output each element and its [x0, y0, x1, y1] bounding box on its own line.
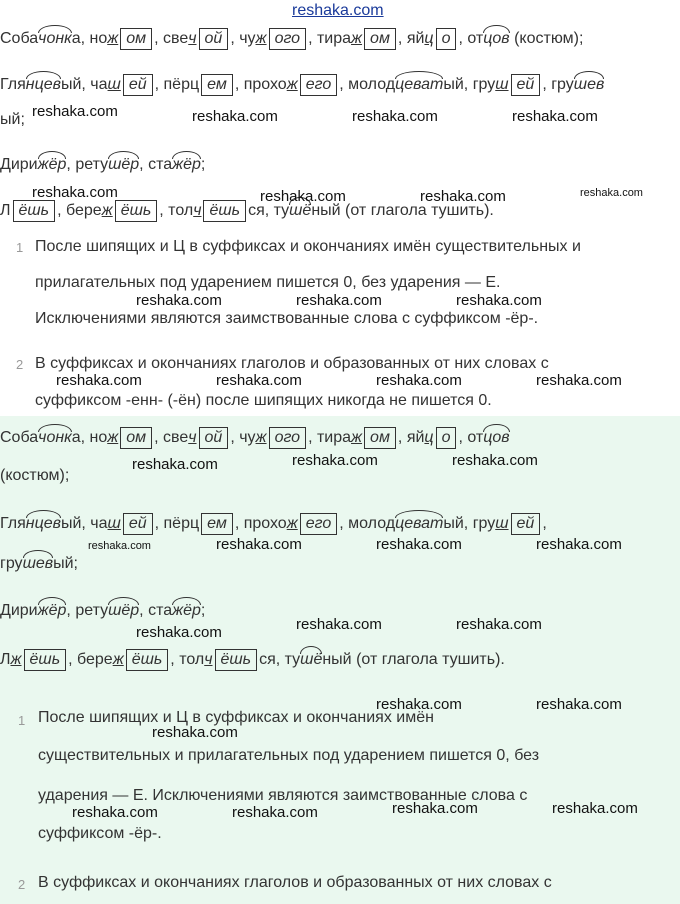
- watermark: reshaka.com: [296, 292, 382, 309]
- ending-box: ёшь: [13, 200, 56, 222]
- watermark: reshaka.com: [192, 108, 278, 125]
- rule-text: Исключениями являются заимствованные слова с суффиксом -ёр-.: [35, 310, 539, 327]
- watermark: reshaka.com: [136, 624, 222, 641]
- rule-number: 1: [16, 240, 24, 255]
- rule-text: В суффиксах и окончаниях глаголов и образованных от них словах с: [38, 874, 552, 891]
- watermark: reshaka.com: [136, 292, 222, 309]
- ending-box: ёшь: [24, 649, 67, 671]
- text: ;: [200, 602, 206, 619]
- watermark: reshaka.com: [88, 540, 151, 552]
- root: ш: [107, 515, 121, 532]
- watermark: reshaka.com: [512, 108, 598, 125]
- suffix: шев: [573, 76, 605, 93]
- text: ;: [200, 156, 206, 173]
- text: , тол: [170, 651, 205, 668]
- suffix: жёр: [172, 156, 201, 173]
- text: ый, гру: [443, 515, 496, 532]
- text: гру: [0, 555, 23, 572]
- suffix: нцев: [25, 515, 61, 532]
- ending-box: ого: [269, 427, 307, 449]
- ending-box: ей: [123, 513, 153, 535]
- text: ,: [542, 515, 547, 532]
- block1-line-1: [0, 28, 583, 50]
- suffix: шёр: [108, 602, 140, 619]
- block1-line-2: [0, 74, 604, 96]
- block2-line-4: [0, 649, 505, 671]
- watermark: reshaka.com: [56, 372, 142, 389]
- text: Гля: [0, 76, 26, 93]
- ending-box: ей: [511, 74, 541, 96]
- text: , тира: [308, 30, 352, 47]
- text: ый, ча: [60, 515, 108, 532]
- text: , ста: [139, 602, 173, 619]
- text: , тира: [308, 429, 352, 446]
- ending-box: ей: [511, 513, 541, 535]
- root: ж: [112, 651, 124, 668]
- text: , тол: [159, 202, 194, 219]
- suffix: цов: [483, 30, 510, 47]
- watermark: reshaka.com: [392, 800, 478, 817]
- root: ж: [286, 515, 298, 532]
- rule-number: 1: [18, 713, 26, 728]
- text: ся, ту: [259, 651, 301, 668]
- watermark: reshaka.com: [536, 536, 622, 553]
- suffix: цеват: [395, 76, 444, 93]
- ending-box: ом: [120, 427, 152, 449]
- text: , све: [154, 30, 189, 47]
- text: Соба: [0, 429, 39, 446]
- suffix: чонк: [38, 429, 72, 446]
- root: ж: [107, 30, 119, 47]
- text: , пёрц: [154, 515, 200, 532]
- watermark: reshaka.com: [580, 187, 643, 199]
- watermark: reshaka.com: [296, 616, 382, 633]
- rule-number: 2: [18, 877, 26, 892]
- text: , чу: [230, 30, 256, 47]
- text: , молод: [339, 76, 396, 93]
- block1-line-3: [0, 154, 205, 176]
- ending-box: ем: [201, 513, 233, 535]
- ending-box: ого: [269, 28, 307, 50]
- text: ный (от глагола тушить).: [322, 651, 505, 668]
- ending-box: ёшь: [215, 649, 258, 671]
- watermark: reshaka.com: [452, 452, 538, 469]
- text: Л: [0, 651, 11, 668]
- suffix: шёр: [108, 156, 140, 173]
- block2-line-2b: [0, 553, 78, 575]
- text: , яй: [397, 429, 425, 446]
- root: ж: [107, 429, 119, 446]
- root: ц: [424, 429, 434, 446]
- root: ш: [495, 515, 509, 532]
- ending-box: ой: [199, 427, 229, 449]
- suffix: нцев: [25, 76, 61, 93]
- text: , чу: [230, 429, 256, 446]
- text: Л: [0, 202, 11, 219]
- text: Дири: [0, 156, 38, 173]
- watermark: reshaka.com: [536, 696, 622, 713]
- watermark: reshaka.com: [376, 372, 462, 389]
- suffix: жёр: [172, 602, 201, 619]
- root: ж: [10, 651, 22, 668]
- watermark: reshaka.com: [260, 188, 346, 205]
- suffix: шев: [22, 555, 54, 572]
- watermark: reshaka.com: [376, 536, 462, 553]
- text: , пёрц: [154, 76, 200, 93]
- root: ш: [107, 76, 121, 93]
- watermark: reshaka.com: [456, 616, 542, 633]
- text: , яй: [397, 30, 425, 47]
- text: ый;: [53, 555, 78, 572]
- text: (костюм);: [0, 467, 70, 484]
- ending-box: ёшь: [126, 649, 169, 671]
- watermark: reshaka.com: [132, 456, 218, 473]
- ending-box: о: [436, 28, 457, 50]
- root: ч: [188, 429, 197, 446]
- suffix: шё: [300, 651, 323, 668]
- ending-box: ом: [364, 28, 396, 50]
- watermark: reshaka.com: [352, 108, 438, 125]
- suffix: цеват: [395, 515, 444, 532]
- root: ж: [351, 30, 363, 47]
- text: Гля: [0, 515, 26, 532]
- watermark: reshaka.com: [72, 804, 158, 821]
- text: а, но: [71, 30, 108, 47]
- root: ж: [255, 30, 267, 47]
- root: ч: [204, 651, 213, 668]
- text: , прохо: [234, 515, 287, 532]
- text: , от: [458, 30, 484, 47]
- rule-text: прилагательных под ударением пишется 0, без ударения — Е.: [35, 274, 501, 291]
- root: ч: [188, 30, 197, 47]
- watermark: reshaka.com: [216, 372, 302, 389]
- ending-box: ем: [201, 74, 233, 96]
- suffix: чонк: [38, 30, 72, 47]
- suffix: жёр: [37, 156, 67, 173]
- text: ый, ча: [60, 76, 108, 93]
- ending-box: ой: [199, 28, 229, 50]
- text: а, но: [71, 429, 108, 446]
- ending-box: ом: [364, 427, 396, 449]
- ending-box: его: [300, 513, 338, 535]
- rule-text: существительных и прилагательных под ударением пишется 0, без: [38, 747, 540, 764]
- text: , молод: [339, 515, 396, 532]
- rule-text: В суффиксах и окончаниях глаголов и образованных от них словах с: [35, 355, 549, 372]
- block2-line-1b: [0, 465, 69, 487]
- watermark: reshaka.com: [232, 804, 318, 821]
- watermark: reshaka.com: [152, 724, 238, 741]
- watermark: reshaka.com: [376, 696, 462, 713]
- rule-text: ударения — Е. Исключениями являются заимствованные слова с: [38, 787, 528, 804]
- root: ж: [101, 202, 113, 219]
- block2-line-3: [0, 600, 205, 622]
- watermark-link[interactable]: reshaka.com: [292, 2, 384, 19]
- text: , ста: [139, 156, 173, 173]
- watermark: reshaka.com: [552, 800, 638, 817]
- rule-text: После шипящих и Ц в суффиксах и окончаниях имён существительных и: [35, 238, 581, 255]
- watermark: reshaka.com: [420, 188, 506, 205]
- suffix: шё: [289, 202, 312, 219]
- root: ш: [495, 76, 509, 93]
- text: , прохо: [234, 76, 287, 93]
- text: (костюм);: [509, 30, 584, 47]
- watermark: reshaka.com: [32, 184, 118, 201]
- text: ый, гру: [443, 76, 496, 93]
- text: , бере: [57, 202, 102, 219]
- block2-line-1: [0, 427, 510, 449]
- root: ч: [193, 202, 202, 219]
- block2-line-2: [0, 513, 547, 535]
- text: , гру: [542, 76, 574, 93]
- rule-text: После шипящих и Ц в суффиксах и окончаниях имён: [38, 709, 434, 726]
- text: Соба: [0, 30, 39, 47]
- ending-box: его: [300, 74, 338, 96]
- root: ц: [424, 30, 434, 47]
- text: , све: [154, 429, 189, 446]
- root: ж: [286, 76, 298, 93]
- ending-box: о: [436, 427, 457, 449]
- root: ж: [255, 429, 267, 446]
- text: ый;: [0, 111, 25, 128]
- text: Дири: [0, 602, 38, 619]
- watermark: reshaka.com: [216, 536, 302, 553]
- text: ся, ту: [248, 202, 290, 219]
- text: , от: [458, 429, 484, 446]
- rule-text: суффиксом -енн- (-ён) после шипящих никогда не пишется 0.: [35, 392, 492, 409]
- watermark: reshaka.com: [292, 452, 378, 469]
- text: , рету: [66, 156, 109, 173]
- suffix: жёр: [37, 602, 67, 619]
- block1-line-2b: [0, 109, 25, 131]
- watermark: reshaka.com: [32, 103, 118, 120]
- rule-text: суффиксом -ёр-.: [38, 825, 162, 842]
- text: , рету: [66, 602, 109, 619]
- text: ный (от глагола тушить).: [311, 202, 494, 219]
- ending-box: ом: [120, 28, 152, 50]
- suffix: цов: [483, 429, 510, 446]
- ending-box: ёшь: [115, 200, 158, 222]
- text: , бере: [68, 651, 113, 668]
- ending-box: ёшь: [203, 200, 246, 222]
- root: ж: [351, 429, 363, 446]
- watermark: reshaka.com: [456, 292, 542, 309]
- ending-box: ей: [123, 74, 153, 96]
- rule-number: 2: [16, 357, 24, 372]
- watermark: reshaka.com: [536, 372, 622, 389]
